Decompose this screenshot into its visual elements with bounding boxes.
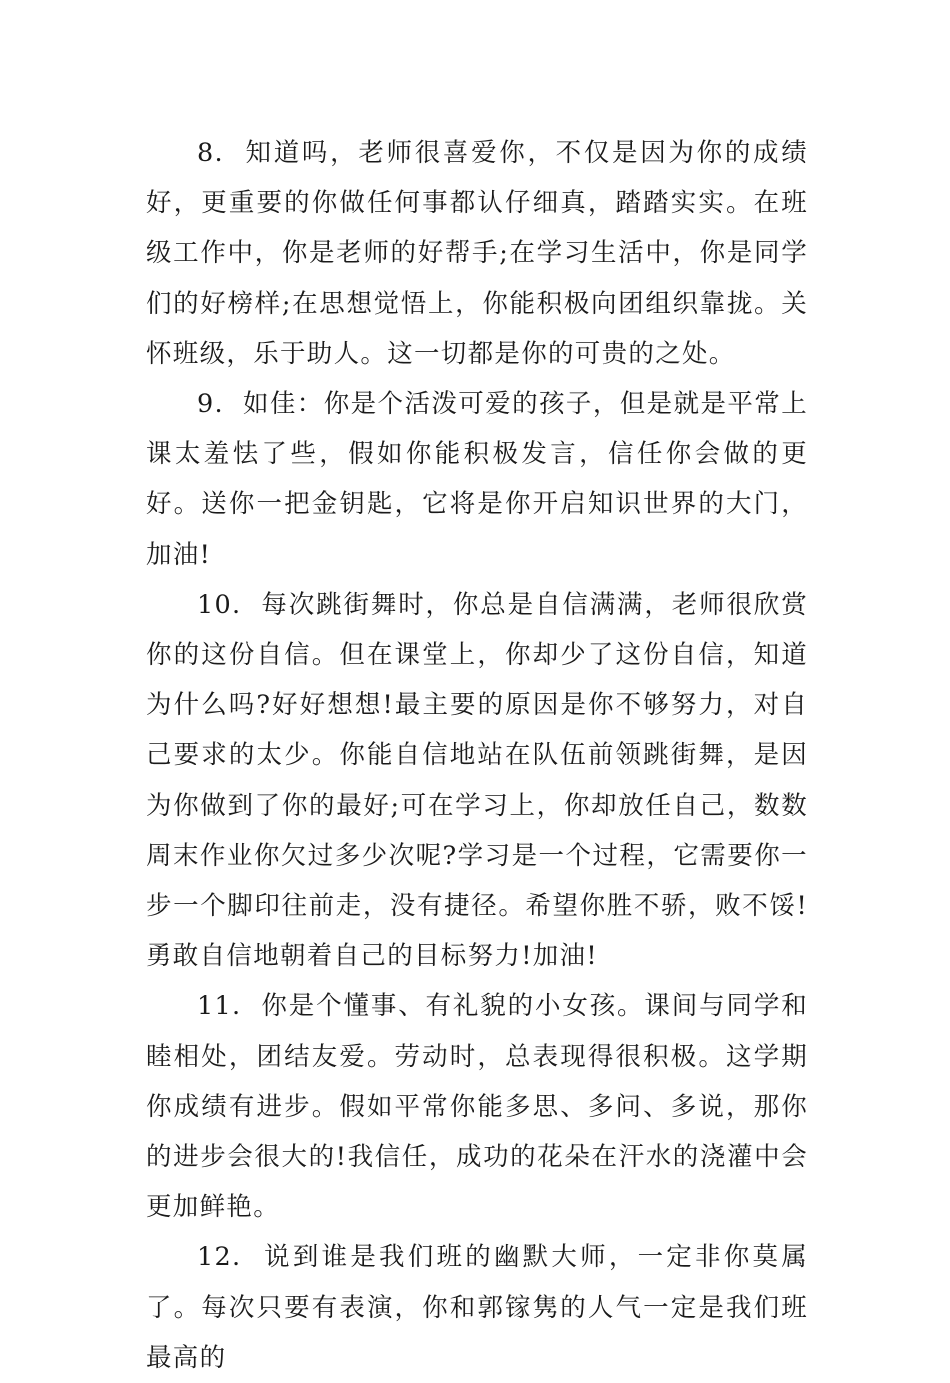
comment-paragraph-11 — [146, 981, 808, 1232]
paragraph-number: 10. — [197, 589, 242, 620]
comment-paragraph-9 — [146, 379, 808, 580]
paragraph-number: 11. — [197, 991, 242, 1022]
comment-paragraph-12 — [146, 1232, 808, 1383]
paragraph-text: 你是个懂事、有礼貌的小女孩。课间与同学和睦相处，团结友爱。劳动时，总表现得很积极。这学期你成绩有进步。假如平常你能多思、多问、多说，那你的进步会很大的!我信任，成功的花朵在汗水的浇灌中会更加鲜艳。 — [146, 991, 808, 1223]
paragraph-text: 说到谁是我们班的幽默大师，一定非你莫属了。每次只要有表演，你和郭镓隽的人气一定是我们班最高的 — [146, 1242, 809, 1373]
paragraph-number: 12. — [197, 1242, 242, 1273]
document-body — [146, 128, 808, 1383]
paragraph-number: 8. — [197, 138, 224, 168]
paragraph-text: 如佳：你是个活泼可爱的孩子，但是就是平常上课太羞怯了些，假如你能积极发言，信任你会做的更好。送你一把金钥匙，它将是你开启知识世界的大门，加油! — [146, 389, 809, 570]
paragraph-number: 9. — [197, 389, 224, 420]
paragraph-text: 知道吗，老师很喜爱你，不仅是因为你的成绩好，更重要的你做任何事都认仔细真，踏踏实实。在班级工作中，你是老师的好帮手;在学习生活中，你是同学们的好榜样;在思想觉悟上，你能积极向团组织靠拢。关怀班级，乐于助人。这一切都是你的可贵的之处。 — [146, 138, 808, 369]
comment-paragraph-10 — [146, 580, 808, 982]
comment-paragraph-8 — [146, 128, 808, 379]
paragraph-text: 每次跳街舞时，你总是自信满满，老师很欣赏你的这份自信。但在课堂上，你却少了这份自信，知道为什么吗?好好想想!最主要的原因是你不够努力，对自己要求的太少。你能自信地站在队伍前领跳街舞，是因为你做到了你的最好;可在学习上，你却放任自己，数数周末作业你欠过多少次呢?学习是一个过程，它需要你一步一个脚印往前走，没有捷径。希望你胜不骄，败不馁!勇敢自信地朝着自己的目标努力!加油! — [146, 589, 808, 972]
